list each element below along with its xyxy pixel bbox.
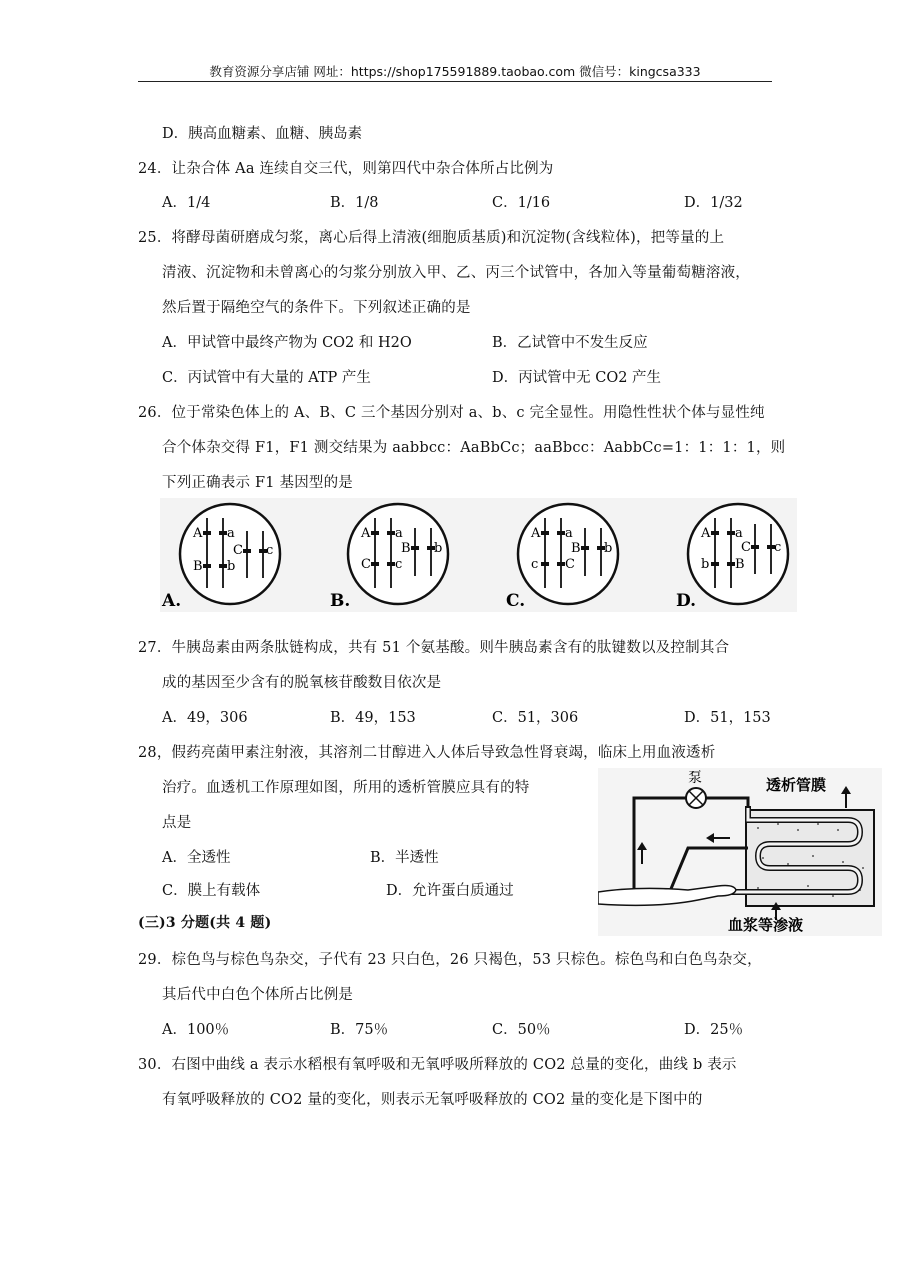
q30-line-1: 30．右图中曲线 a 表示水稻根有氧呼吸和无氧呼吸所释放的 CO2 总量的变化，曲线 b 表示 [138, 1057, 737, 1073]
q24-option-d: D．1/32 [684, 195, 743, 211]
q23-option-d: D．胰高血糖素、血糖、胰岛素 [162, 126, 363, 142]
q25-line-1: 25．将酵母菌研磨成匀浆，离心后得上清液(细胞质基质)和沉淀物(含线粒体)，把等量的上 [138, 230, 725, 246]
q28-line-3: 点是 [162, 815, 192, 831]
q24-option-a: A．1/4 [162, 195, 211, 211]
q28-option-c: C．膜上有载体 [162, 883, 261, 899]
q25-line-2: 清液、沉淀物和未曾离心的匀浆分别放入甲、乙、丙三个试管中，各加入等量葡萄糖溶液， [162, 265, 750, 281]
q24-option-b: B．1/8 [330, 195, 379, 211]
q27-option-a: A．49，306 [162, 710, 248, 726]
gene-label: c [531, 557, 539, 572]
q27-option-d: D．51，153 [684, 710, 771, 726]
gene-label: B [401, 541, 411, 556]
q25-option-c: C．丙试管中有大量的 ATP 产生 [162, 370, 371, 386]
gene-label: C [565, 557, 575, 572]
q29-option-b: B．75％ [330, 1022, 389, 1038]
q29-option-d: D．25％ [684, 1022, 744, 1038]
gene-label: c [266, 543, 274, 558]
gene-label: b [227, 559, 236, 574]
gene-label: B [571, 541, 581, 556]
q27-option-b: B．49，153 [330, 710, 416, 726]
dialysis-figure [598, 768, 882, 936]
gene-label: A [531, 526, 541, 541]
gene-label: C [233, 543, 243, 558]
q29-option-c: C．50％ [492, 1022, 551, 1038]
q25-option-d: D．丙试管中无 CO2 产生 [492, 370, 662, 386]
q24-option-c: C．1/16 [492, 195, 551, 211]
q25-option-a: A．甲试管中最终产物为 CO2 和 H2O [162, 335, 412, 351]
panel-label: B. [330, 591, 351, 611]
q28-option-b: B．半透性 [370, 850, 439, 866]
q25-line-3: 然后置于隔绝空气的条件下。下列叙述正确的是 [162, 300, 471, 316]
q29-option-a: A．100％ [162, 1022, 230, 1038]
q28-option-a: A．全透性 [162, 850, 231, 866]
gene-label: B [193, 559, 203, 574]
header-divider [138, 81, 772, 82]
gene-label: b [604, 541, 613, 556]
gene-label: b [701, 557, 710, 572]
gene-label: B [735, 557, 745, 572]
q28-line-2: 治疗。血透机工作原理如图，所用的透析管膜应具有的特 [162, 780, 530, 796]
gene-label: C [361, 557, 371, 572]
panel-a [161, 504, 280, 611]
gene-label: C [741, 540, 751, 555]
q29-line-1: 29．棕色鸟与棕色鸟杂交，子代有 23 只白色，26 只褐色，53 只棕色。棕色鸟和白色鸟杂交， [138, 952, 762, 968]
gene-label: c [395, 557, 403, 572]
section-title: (三)3 分题(共 4 题) [138, 915, 272, 931]
gene-label: A [361, 526, 371, 541]
gene-label: b [434, 541, 443, 556]
panel-label: C. [506, 591, 526, 611]
q26-chromosome-figure [160, 498, 797, 612]
gene-label: c [774, 540, 782, 555]
q27-line-2: 成的基因至少含有的脱氧核苷酸数目依次是 [162, 675, 442, 691]
panel-b [330, 504, 448, 611]
panel-d [676, 504, 788, 611]
gene-label: a [227, 526, 235, 541]
gene-label: a [565, 526, 573, 541]
q29-line-2: 其后代中白色个体所占比例是 [162, 987, 354, 1003]
panel-c [506, 504, 618, 611]
panel-label: A. [162, 591, 182, 611]
q28-line-1: 28，假药亮菌甲素注射液，其溶剂二甘醇进入人体后导致急性肾衰竭，临床上用血液透析 [138, 745, 716, 761]
q25-option-b: B．乙试管中不发生反应 [492, 335, 648, 351]
pump-label: 泵 [688, 770, 702, 786]
q30-line-2: 有氧呼吸释放的 CO2 量的变化，则表示无氧呼吸释放的 CO2 量的变化是下图中的 [162, 1092, 703, 1108]
q26-line-2: 合个体杂交得 F1，F1 测交结果为 aabbcc：AaBbCc；aaBbcc：AabbCc=1：1：1：1，则 [162, 440, 786, 456]
gene-label: A [193, 526, 203, 541]
q27-option-c: C．51，306 [492, 710, 579, 726]
page-header: 教育资源分享店铺 网址：https://shop175591889.taobao.com 微信号：kingcsa333 [209, 64, 701, 79]
q26-line-1: 26．位于常染色体上的 A、B、C 三个基因分别对 a、b、c 完全显性。用隐性性状个体与显性纯 [138, 405, 765, 421]
gene-label: a [735, 526, 743, 541]
membrane-label: 透析管膜 [766, 776, 827, 794]
gene-label: a [395, 526, 403, 541]
q26-line-3: 下列正确表示 F1 基因型的是 [162, 475, 354, 491]
panel-label: D. [676, 591, 697, 611]
q24-stem: 24．让杂合体 Aa 连续自交三代，则第四代中杂合体所占比例为 [138, 161, 554, 177]
q28-option-d: D．允许蛋白质通过 [386, 883, 514, 899]
q27-line-1: 27．牛胰岛素由两条肽链构成，共有 51 个氨基酸。则牛胰岛素含有的肽键数以及控制其合 [138, 640, 730, 656]
gene-label: A [701, 526, 711, 541]
fluid-label: 血浆等渗液 [728, 916, 804, 934]
